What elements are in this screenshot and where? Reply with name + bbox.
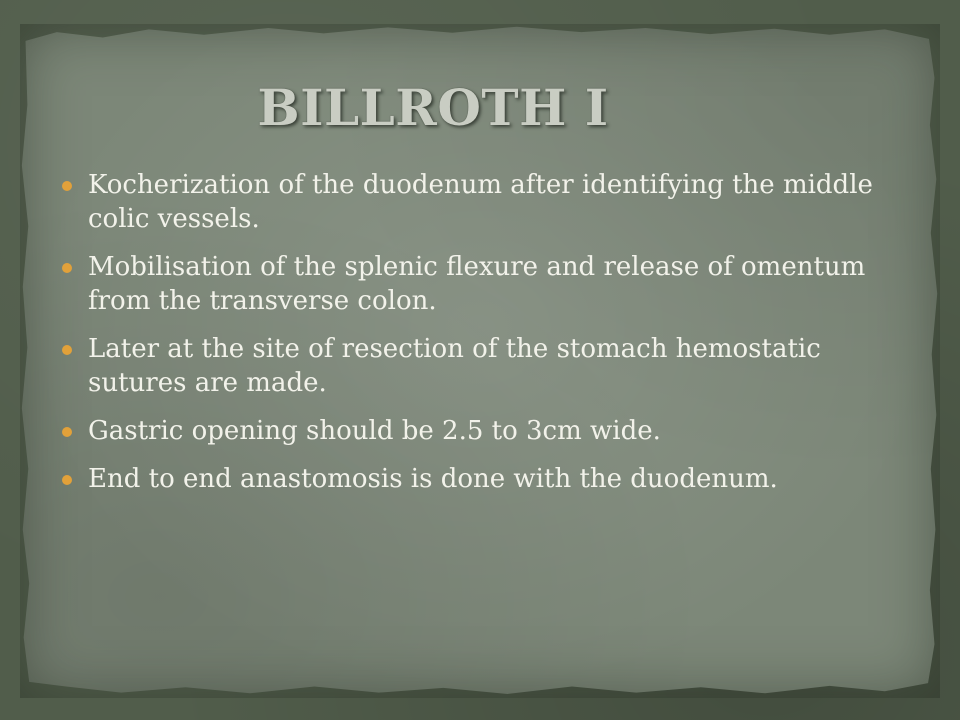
bullet-text: Kocherization of the duodenum after identifying the middle colic vessels. [88,170,873,234]
bullet-list [62,168,902,510]
bullet-item [62,462,902,496]
bullet-item [62,168,902,236]
bullet-text: Later at the site of resection of the stomach hemostatic sutures are made. [88,334,821,398]
bullet-item [62,414,902,448]
bullet-dot-icon [62,263,72,273]
bullet-item [62,332,902,400]
bullet-dot-icon [62,427,72,437]
slide-title: BILLROTH I [257,78,609,137]
bullet-dot-icon [62,345,72,355]
bullet-text: Mobilisation of the splenic flexure and release of omentum from the transverse colon. [88,252,866,316]
bullet-text: End to end anastomosis is done with the duodenum. [88,464,778,494]
bullet-text: Gastric opening should be 2.5 to 3cm wide. [88,416,661,446]
bullet-item [62,250,902,318]
bullet-dot-icon [62,475,72,485]
slide-title-container [0,78,960,137]
bullet-dot-icon [62,181,72,191]
